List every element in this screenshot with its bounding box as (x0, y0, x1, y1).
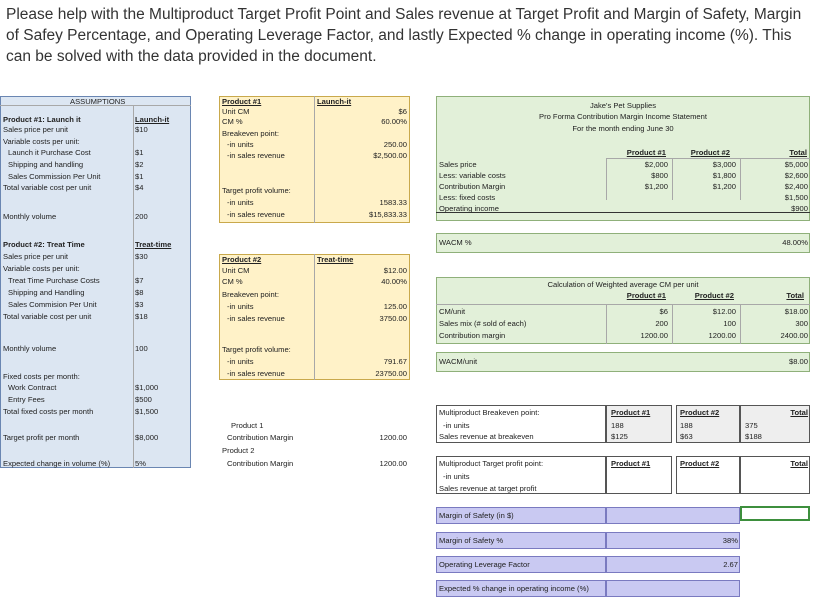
question-text: Please help with the Multiproduct Target Profit Point and Sales revenue at Target Profit and Margin of Safety, Margin of Safey Percentage, and Operating Leverage Factor, and lastly Expected % change in operating income (%). This can be solved with the data provided in the document. (6, 6, 802, 65)
wacm-cell[interactable]: 1200.00 (640, 331, 668, 340)
wacm-row-label: CM/unit (439, 307, 466, 316)
p1-cmp-cell[interactable]: 60.00% (381, 117, 407, 126)
wacm-cell[interactable]: $18.00 (784, 307, 808, 316)
p2-be-label: Breakeven point: (222, 290, 279, 299)
wacm-row-label: Sales mix (# sold of each) (439, 319, 527, 328)
wacm-cell[interactable]: 300 (795, 319, 808, 328)
p2-ucm-cell[interactable]: $12.00 (383, 266, 407, 275)
p1-comm-cell[interactable]: $1 (135, 172, 144, 181)
p2-be-rev-cell[interactable]: 3750.00 (379, 314, 407, 323)
note-product2: Product 2 (222, 446, 255, 455)
p2-ucm-label: Unit CM (222, 266, 250, 275)
income-h-total: Total (789, 148, 807, 157)
p1-col-header: Launch-it (135, 115, 170, 124)
income-h-product2: Product #2 (690, 148, 730, 157)
p2-vol-label: Monthly volume (3, 344, 57, 353)
p2-cmp-label: CM % (222, 277, 243, 286)
wacm-unit-label: WACM/unit (439, 357, 478, 366)
p1-tvc-label: Total variable cost per unit (3, 183, 92, 192)
income-cell[interactable]: $5,000 (784, 160, 808, 169)
income-row-label: Sales price (439, 160, 477, 169)
p1-vol-label: Monthly volume (3, 212, 57, 221)
wacm-unit-cell[interactable]: $8.00 (788, 357, 808, 366)
income-row-label: Operating income (439, 204, 499, 213)
mtp-units-label: -in units (443, 472, 470, 481)
income-cell[interactable]: $900 (791, 204, 808, 213)
mosp-label: Margin of Safety % (439, 536, 504, 545)
assumptions-title: ASSUMPTIONS (70, 97, 126, 106)
note-p1-cm-label: Contribution Margin (227, 433, 294, 442)
target-label: Target profit per month (3, 433, 80, 442)
income-cell[interactable]: $1,800 (712, 171, 736, 180)
selected-cell[interactable] (740, 506, 810, 521)
mbe-h-product1: Product #1 (611, 408, 651, 417)
p1-be-label: Breakeven point: (222, 129, 279, 138)
p2-tp-label: Target profit volume: (222, 345, 291, 354)
income-cell[interactable]: $2,600 (784, 171, 808, 180)
p1-be-units-label: -in units (227, 140, 254, 149)
fixed-header: Fixed costs per month: (3, 372, 80, 381)
p2-be-units-label: -in units (227, 302, 254, 311)
p1-tp-label: Target profit volume: (222, 186, 291, 195)
p1-price-cell[interactable]: $10 (135, 125, 148, 134)
p2-title: Product #2 (222, 255, 262, 264)
mtp-h-product1: Product #1 (611, 459, 651, 468)
wacm-cell[interactable]: 2400.00 (780, 331, 808, 340)
p2-header: Product #2: Treat Time (3, 240, 85, 249)
p2-tvc-cell[interactable]: $18 (135, 312, 148, 321)
income-title: Jake's Pet Supplies (589, 101, 657, 110)
p2-purchase-cell[interactable]: $7 (135, 276, 144, 285)
expchg-cell[interactable]: 5% (135, 459, 146, 468)
mbe-h-total: Total (790, 408, 808, 417)
income-cell[interactable]: $1,500 (784, 193, 808, 202)
note-product1: Product 1 (231, 421, 264, 430)
exp-label: Expected % change in operating income (%) (439, 584, 589, 593)
income-cell[interactable]: $3,000 (712, 160, 736, 169)
wacm-h-product1: Product #1 (626, 291, 666, 300)
fixed-ef-cell[interactable]: $500 (135, 395, 152, 404)
p2-tp-units-cell[interactable]: 791.67 (383, 357, 407, 366)
p1-be-rev-cell[interactable]: $2,500.00 (373, 151, 407, 160)
income-row-label: Contribution Margin (439, 182, 506, 191)
p1-ucm-cell[interactable]: $6 (398, 107, 407, 116)
mosp-cell[interactable]: 38% (722, 536, 738, 545)
fixed-total-cell[interactable]: $1,500 (135, 407, 159, 416)
wacm-percent-label: WACM % (439, 238, 472, 247)
p2-comm-label: Sales Commision Per Unit (8, 300, 97, 309)
p1-tp-units-cell[interactable]: 1583.33 (379, 198, 407, 207)
mbe-u1-cell[interactable]: 188 (611, 421, 624, 430)
p1-comm-label: Sales Commission Per Unit (8, 172, 101, 181)
income-period: For the month ending June 30 (572, 124, 674, 133)
note-p2-cm-cell[interactable]: 1200.00 (379, 459, 407, 468)
wacm-cell[interactable]: $6 (659, 307, 668, 316)
wacm-h-product2: Product #2 (694, 291, 734, 300)
exp-value-box[interactable] (606, 580, 740, 597)
mbe-r2-cell[interactable]: $63 (680, 432, 693, 441)
p2-ship-label: Shipping and Handling (8, 288, 85, 297)
mos-label: Margin of Safety (in $) (439, 511, 514, 520)
p2-comm-cell[interactable]: $3 (135, 300, 144, 309)
p2-price-cell[interactable]: $30 (135, 252, 148, 261)
p2-cmp-cell[interactable]: 40.00% (381, 277, 407, 286)
fixed-wc-label: Work Contract (8, 383, 57, 392)
p2-tp-rev-label: -in sales revenue (227, 369, 285, 378)
wacm-h-total: Total (786, 291, 804, 300)
p1-cmp-label: CM % (222, 117, 243, 126)
mtp-h-total: Total (790, 459, 808, 468)
target-cell[interactable]: $8,000 (135, 433, 159, 442)
olf-label: Operating Leverage Factor (439, 560, 530, 569)
p1-tvc-cell[interactable]: $4 (135, 183, 144, 192)
income-row-label: Less: variable costs (439, 171, 506, 180)
p2-var-header: Variable costs per unit: (3, 264, 80, 273)
p2-tp-rev-cell[interactable]: 23750.00 (375, 369, 407, 378)
income-cell[interactable]: $1,200 (644, 182, 668, 191)
olf-cell[interactable]: 2.67 (723, 560, 738, 569)
wacm-cell[interactable]: 1200.00 (708, 331, 736, 340)
mbe-h-product2: Product #2 (680, 408, 720, 417)
mbe-ut-cell[interactable]: 375 (745, 421, 758, 430)
p1-var-header: Variable costs per unit: (3, 137, 80, 146)
p1-header: Product #1: Launch it (3, 115, 81, 124)
p2-price-label: Sales price per unit (3, 252, 69, 261)
wacm-cell[interactable]: 200 (655, 319, 668, 328)
expchg-label: Expected change in volume (%) (3, 459, 111, 468)
wacm-percent-cell[interactable]: 48.00% (782, 238, 808, 247)
p1-purchase-label: Launch it Purchase Cost (8, 148, 91, 157)
p2-ship-cell[interactable]: $8 (135, 288, 144, 297)
income-cell[interactable]: $2,400 (784, 182, 808, 191)
fixed-total-label: Total fixed costs per month (3, 407, 94, 416)
note-p1-cm-cell[interactable]: 1200.00 (379, 433, 407, 442)
p2-be-units-cell[interactable]: 125.00 (383, 302, 407, 311)
wacm-cell[interactable]: 100 (723, 319, 736, 328)
fixed-wc-cell[interactable]: $1,000 (135, 383, 159, 392)
p1-be-units-cell[interactable]: 250.00 (383, 140, 407, 149)
income-cell[interactable]: $2,000 (644, 160, 668, 169)
p2-tp-units-label: -in units (227, 357, 254, 366)
income-cell[interactable]: $1,200 (712, 182, 736, 191)
fixed-ef-label: Entry Fees (8, 395, 45, 404)
mbe-units-label: -in units (443, 421, 470, 430)
p2-be-rev-label: -in sales revenue (227, 314, 285, 323)
mbe-label: Multiproduct Breakeven point: (439, 408, 540, 417)
mbe-u2-cell[interactable]: 188 (680, 421, 693, 430)
p1-purchase-cell[interactable]: $1 (135, 148, 144, 157)
mbe-rev-label: Sales revenue at breakeven (439, 432, 534, 441)
p1-ship-label: Shipping and handling (8, 160, 84, 169)
p1-ship-cell[interactable]: $2 (135, 160, 144, 169)
mbe-rt-cell[interactable]: $188 (745, 432, 762, 441)
income-cell[interactable]: $800 (651, 171, 668, 180)
p2-purchase-label: Treat Time Purchase Costs (8, 276, 100, 285)
p1-tp-rev-label: -in sales revenue (227, 210, 285, 219)
mtp-h-product2: Product #2 (680, 459, 720, 468)
income-subtitle: Pro Forma Contribution Margin Income Statement (539, 112, 707, 121)
p1-be-rev-label: -in sales revenue (227, 151, 285, 160)
income-row-label: Less: fixed costs (439, 193, 496, 202)
mos-value-box[interactable] (606, 507, 740, 524)
wacm-title: Calculation of Weighted average CM per unit (547, 280, 699, 289)
p1-ucm-label: Unit CM (222, 107, 250, 116)
wacm-cell[interactable]: $12.00 (712, 307, 736, 316)
p2-vol-cell[interactable]: 100 (135, 344, 148, 353)
p2-col: Treat-time (317, 255, 354, 264)
p1-col: Launch-it (317, 97, 352, 106)
p2-col-header: Treat-time (135, 240, 172, 249)
income-h-product1: Product #1 (626, 148, 666, 157)
note-p2-cm-label: Contribution Margin (227, 459, 294, 468)
p1-vol-cell[interactable]: 200 (135, 212, 148, 221)
wacm-row-label: Contribution margin (439, 331, 506, 340)
p1-tp-rev-cell[interactable]: $15,833.33 (368, 210, 407, 219)
mtp-rev-label: Sales revenue at target profit (439, 484, 537, 493)
mbe-r1-cell[interactable]: $125 (611, 432, 628, 441)
p1-title: Product #1 (222, 97, 262, 106)
p1-tp-units-label: -in units (227, 198, 254, 207)
mtp-label: Multiproduct Target profit point: (439, 459, 544, 468)
p1-price-label: Sales price per unit (3, 125, 69, 134)
p2-tvc-label: Total variable cost per unit (3, 312, 92, 321)
